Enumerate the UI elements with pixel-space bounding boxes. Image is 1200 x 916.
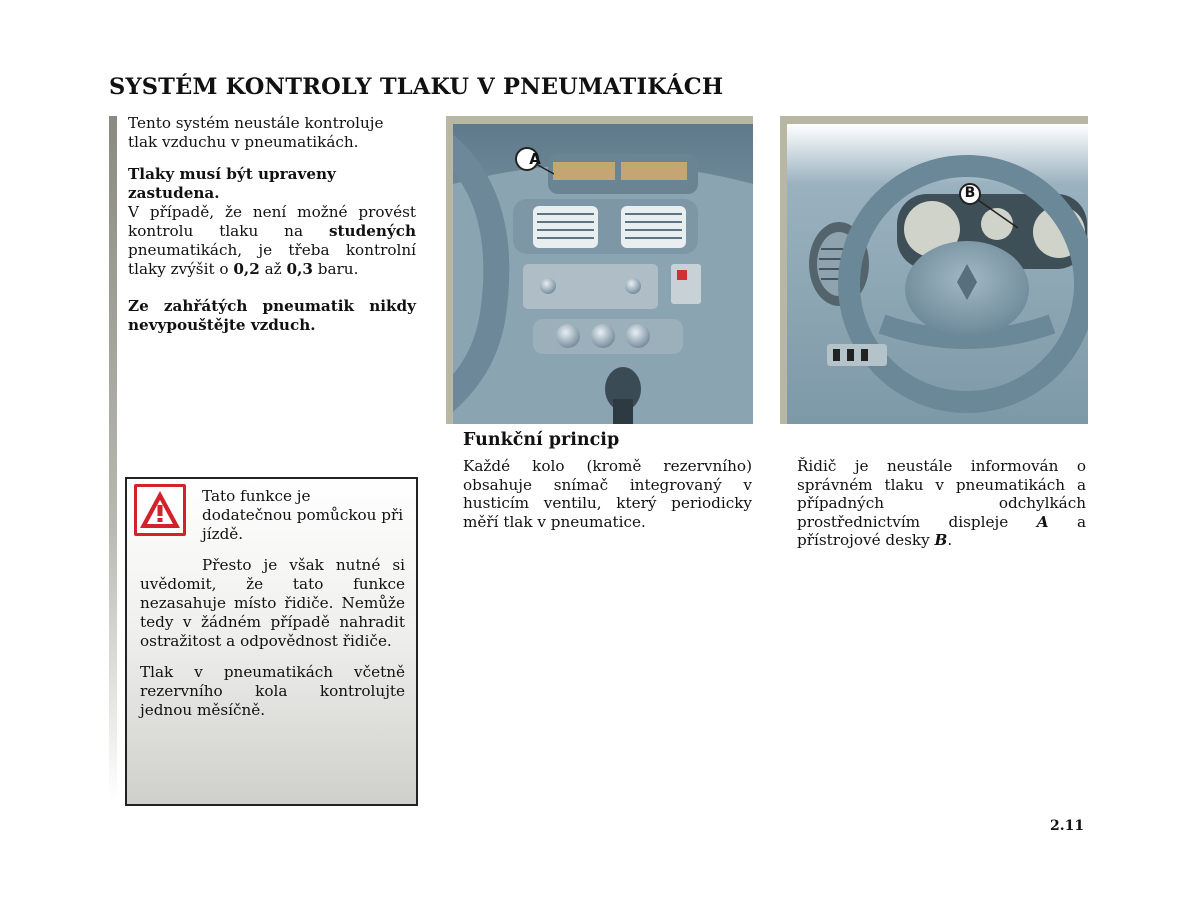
column-side-bar: [109, 116, 117, 802]
principle-text: Každé kolo (kromě rezervního) obsahuje snímač integrovaný v husticím ventilu, který periodicky měří tlak v pneumatice.: [463, 457, 752, 531]
figure-label-b: B: [964, 185, 976, 201]
steering-wheel-illustration: [787, 124, 1088, 424]
cold-tyres-paragraph: [128, 165, 416, 279]
warning-text: [140, 487, 405, 732]
driver-info-part-3: .: [947, 531, 953, 549]
pressure-high-value: 0,3: [286, 260, 313, 278]
cold-text-part-2: pneumatikách, je třeba kontrolní tlaky zvýšit o: [128, 241, 416, 278]
figure-steering-wheel: [780, 116, 1088, 424]
left-column: [128, 114, 416, 348]
figure-center-console: [446, 116, 753, 424]
warning-para-2: Přesto je však nutné si uvědomit, že tato funkce nezasahuje místo řidiče. Nemůže tedy v žádném případě nahradit ostražitost a odpovědnost řidiče.: [140, 556, 405, 650]
cold-tyres-heading: Tlaky musí být upraveny zastudena.: [128, 165, 336, 202]
center-console-illustration: [453, 124, 753, 424]
pressure-unit: baru.: [317, 260, 359, 278]
warning-para-1: Tato funkce je dodatečnou pomůckou při jízdě.: [202, 487, 404, 543]
figure-side-bar: [780, 116, 787, 424]
display-a-ref: A: [1036, 512, 1049, 531]
cold-text-bold: studených: [328, 222, 417, 240]
driver-info-part-2: a přístrojové desky: [797, 512, 1087, 549]
hot-tyres-warning: [128, 297, 416, 335]
warning-box: [125, 477, 418, 806]
driver-info-part-1: Řidič je neustále informován o správném tlaku v pneumatikách a případných odchylkách prostřednictvím displeje: [797, 457, 1086, 531]
hot-tyres-warning-text: Ze zahřátých pneumatik nikdy nevypouštějte vzduch.: [128, 297, 416, 334]
cold-tyres-text: [128, 203, 416, 279]
cold-text-part-1: V případě, že není možné provést kontrolu tlaku na: [128, 203, 416, 240]
page-title: SYSTÉM KONTROLY TLAKU V PNEUMATIKÁCH: [109, 74, 724, 100]
figure-label-a: A: [529, 150, 541, 168]
figure-top-bar: [780, 116, 1088, 124]
driver-info-text: [797, 457, 1086, 550]
intro-paragraph: Tento systém neustále kontroluje tlak vzduchu v pneumatikách.: [128, 114, 384, 151]
figure-side-bar: [446, 116, 453, 424]
pressure-low-value: 0,2: [233, 260, 260, 278]
dashboard-b-ref: B: [934, 531, 948, 549]
pressure-separator: až: [264, 260, 282, 278]
warning-para-3: Tlak v pneumatikách včetně rezervního kola kontrolujte jednou měsíčně.: [140, 663, 405, 719]
section-heading-principle: Funkční princip: [463, 430, 620, 450]
figure-top-bar: [446, 116, 753, 124]
page-number: 2.11: [1050, 818, 1085, 834]
